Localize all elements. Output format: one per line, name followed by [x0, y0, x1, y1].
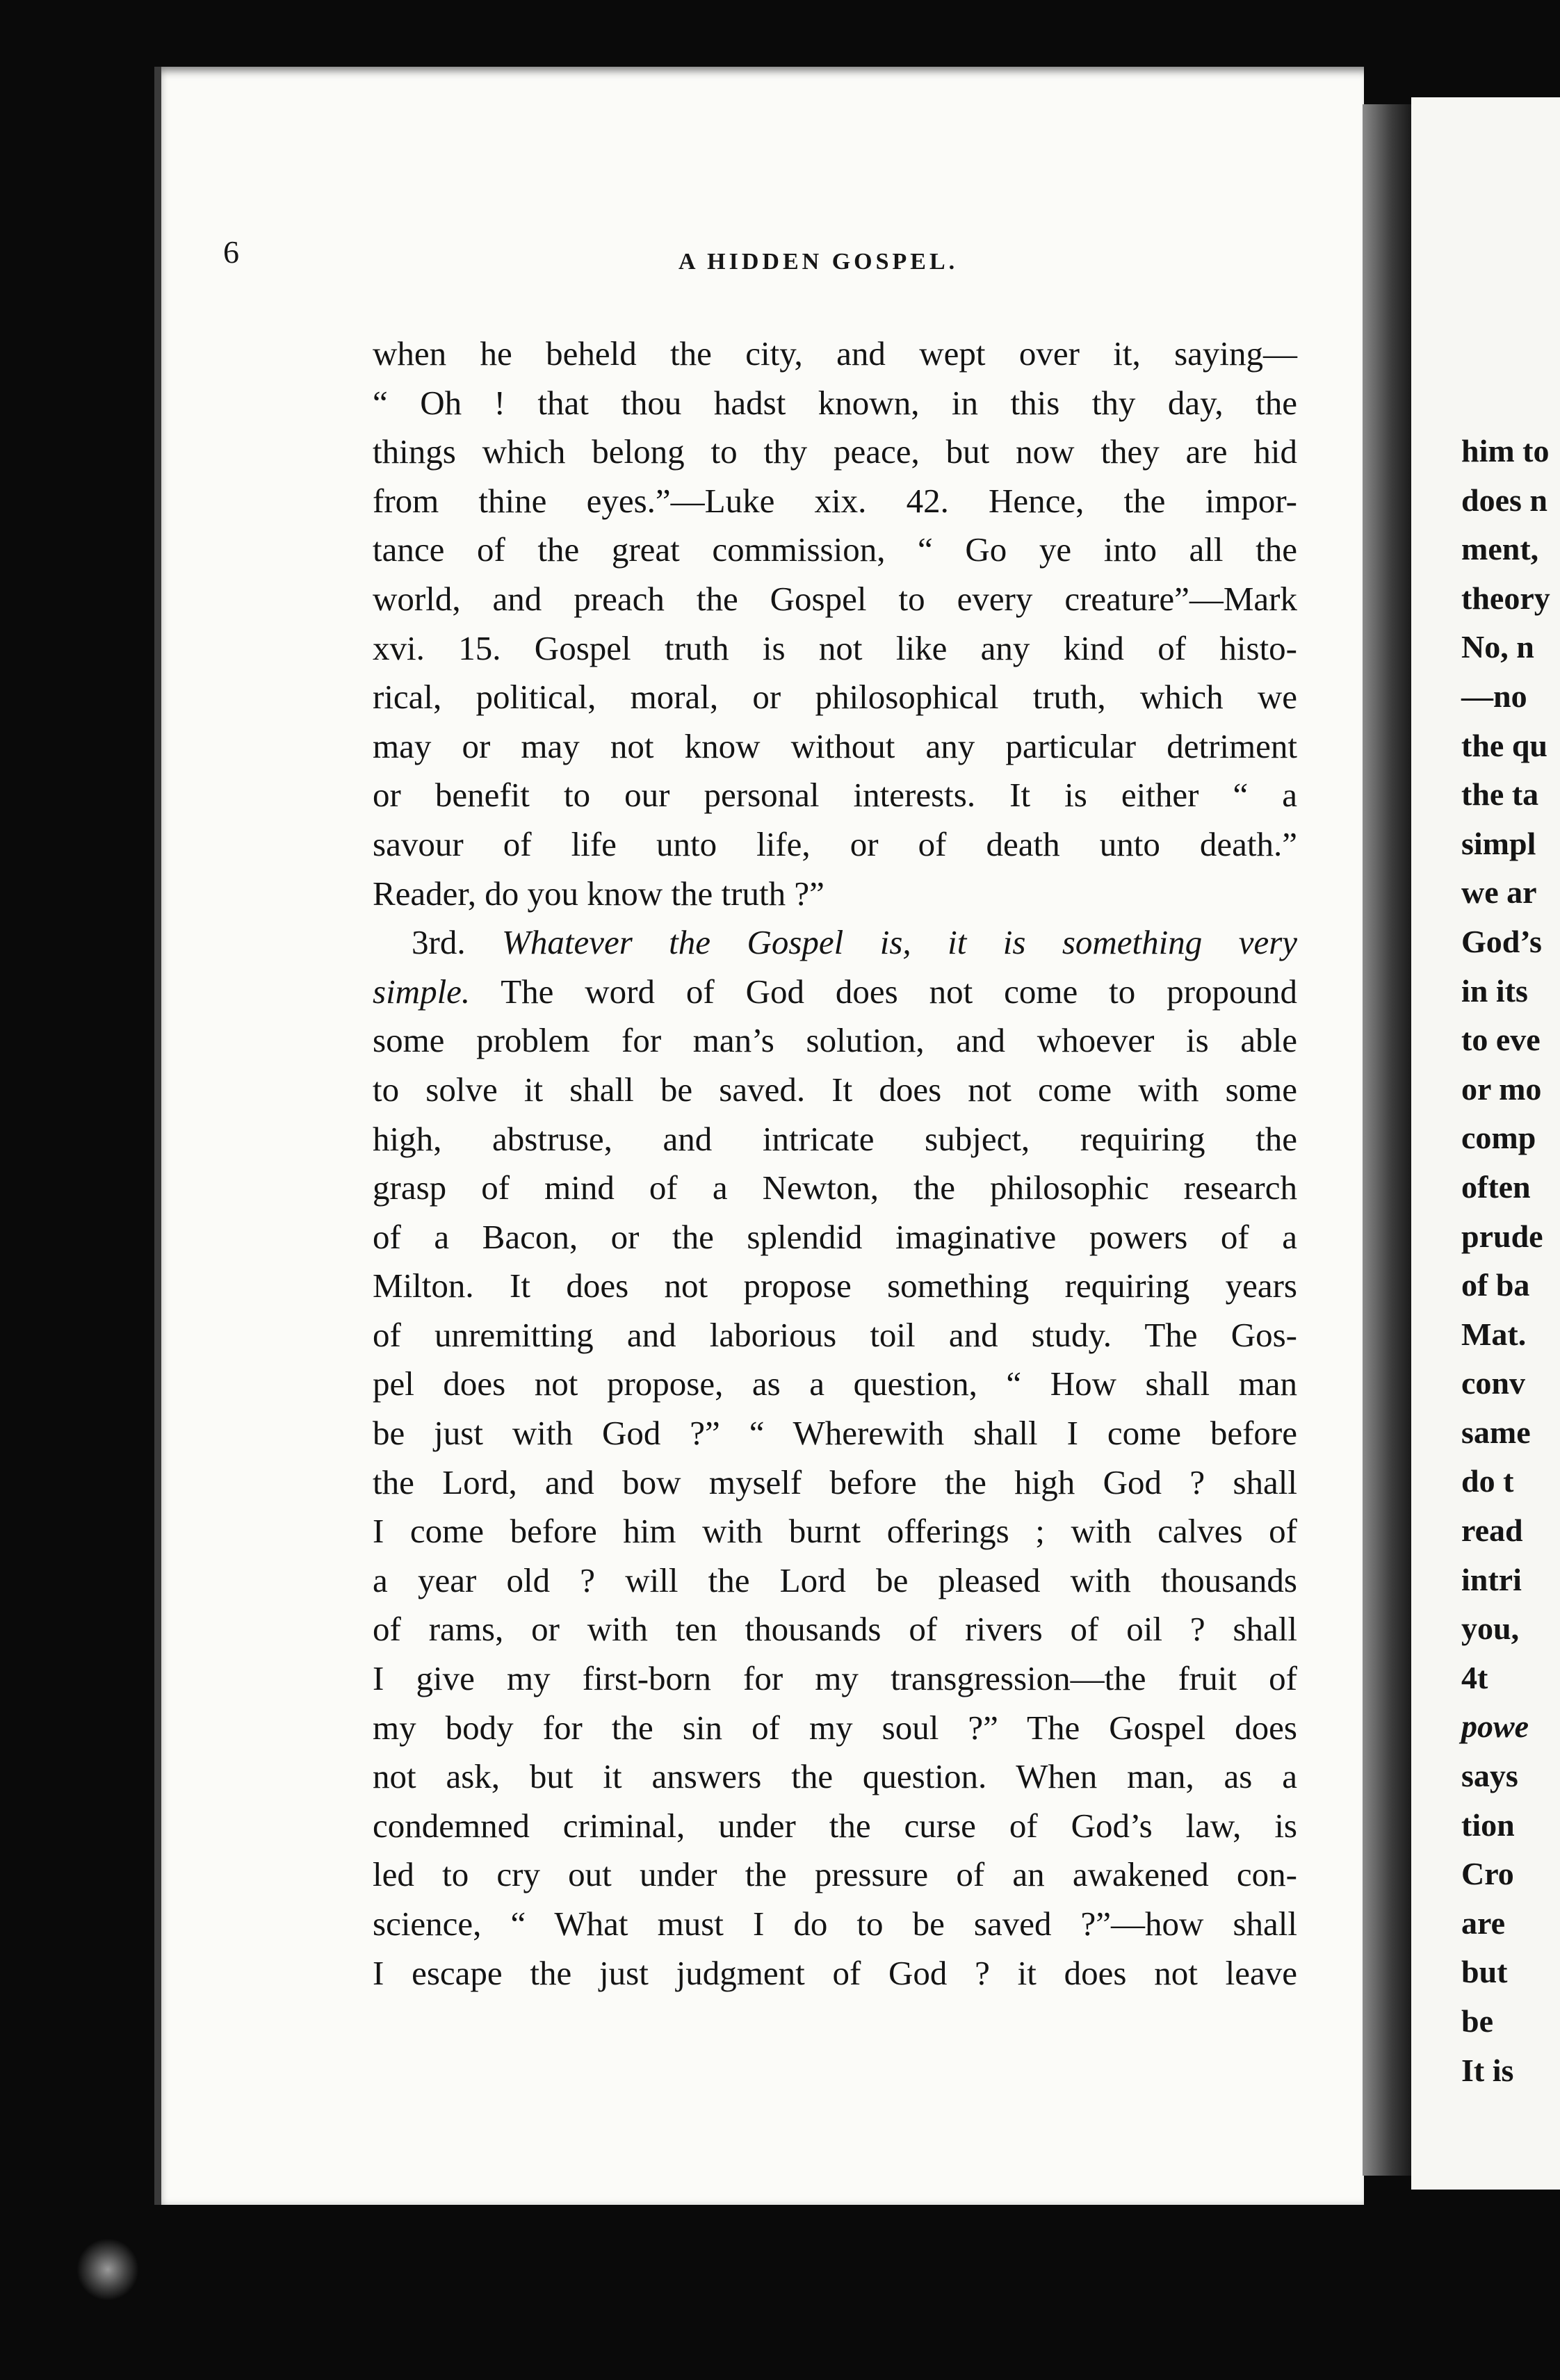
text-line: some problem for man’s solution, and whoever is able	[373, 1021, 1297, 1060]
facing-line: same	[1461, 1414, 1531, 1450]
text-line: to solve it shall be saved. It does not come with some	[373, 1070, 1297, 1109]
text-line: led to cry out under the pressure of an awakened con-	[373, 1855, 1297, 1894]
text-line: xvi. 15. Gospel truth is not like any kind of histo-	[373, 628, 1297, 667]
facing-line: we ar	[1461, 874, 1537, 911]
facing-line: ment,	[1461, 531, 1539, 567]
text-line: my body for the sin of my soul ?” The Gospel does	[373, 1708, 1297, 1747]
section-heading-part-2: simple.	[373, 972, 471, 1011]
text-line: science, “ What must I do to be saved ?”—how shall	[373, 1905, 1297, 1943]
text-line: I escape the just judgment of God ? it does not leave	[373, 1953, 1297, 1992]
text-line: a year old ? will the Lord be pleased with thousands	[373, 1560, 1297, 1599]
text-line: of rams, or with ten thousands of rivers of oil ? shall	[373, 1610, 1297, 1649]
facing-line: theory	[1461, 580, 1550, 616]
facing-line: you,	[1461, 1611, 1520, 1647]
text-line: when he beheld the city, and wept over it, saying—	[373, 334, 1297, 373]
section-first-line-text: The word of God does not come to propound	[501, 972, 1298, 1011]
facing-line: do t	[1461, 1463, 1514, 1499]
facing-line: Mat.	[1461, 1316, 1527, 1352]
facing-line: 4t	[1461, 1659, 1488, 1695]
text-line: of a Bacon, or the splendid imaginative powers of a	[373, 1217, 1297, 1256]
text-line: condemned criminal, under the curse of God’s law, is	[373, 1806, 1297, 1845]
text-line: be just with God ?” “ Wherewith shall I come before	[373, 1414, 1297, 1453]
facing-line: No, n	[1461, 629, 1534, 665]
facing-line: but	[1461, 1954, 1508, 1990]
facing-line: —no	[1461, 678, 1527, 714]
facing-line: in its	[1461, 972, 1528, 1009]
text-line: savour of life unto life, or of death unto death.”	[373, 824, 1297, 863]
text-line: pel does not propose, as a question, “ How shall man	[373, 1364, 1297, 1403]
facing-line: are	[1461, 1905, 1506, 1941]
text-line: or benefit to our personal interests. It is either “ a	[373, 776, 1297, 815]
text-line: world, and preach the Gospel to every creature”—Mark	[373, 579, 1297, 618]
facing-line: does n	[1461, 482, 1547, 518]
facing-line: prude	[1461, 1218, 1543, 1254]
facing-line: to eve	[1461, 1022, 1541, 1058]
text-line: Milton. It does not propose something requiring years	[373, 1266, 1297, 1305]
facing-line: read	[1461, 1513, 1523, 1549]
body-text	[373, 329, 1297, 1998]
facing-line: Cro	[1461, 1856, 1514, 1892]
section-heading-line	[373, 918, 1297, 968]
text-line: not ask, but it answers the question. When man, as a	[373, 1757, 1297, 1796]
section-number: 3rd.	[412, 923, 466, 962]
facing-line: says	[1461, 1758, 1518, 1794]
text-line: from thine eyes.”—Luke xix. 42. Hence, the impor-	[373, 481, 1297, 520]
section-heading-part-1: Whatever the Gospel is, it is something very	[502, 923, 1298, 962]
facing-line: of ba	[1461, 1267, 1530, 1303]
facing-line: conv	[1461, 1365, 1525, 1401]
facing-line: the qu	[1461, 727, 1547, 763]
facing-line: often	[1461, 1168, 1531, 1205]
facing-line: tion	[1461, 1807, 1515, 1843]
text-line: I give my first-born for my transgression—the fruit of	[373, 1659, 1297, 1698]
text-line: may or may not know without any particular detriment	[373, 726, 1297, 765]
facing-line: It is	[1461, 2052, 1514, 2088]
facing-line: comp	[1461, 1120, 1536, 1156]
text-line: rical, political, moral, or philosophical truth, which we	[373, 678, 1297, 717]
facing-line: intri	[1461, 1561, 1522, 1597]
text-line: things which belong to thy peace, but now they are hid	[373, 432, 1297, 471]
facing-line: powe	[1461, 1709, 1529, 1745]
scan-artifact	[76, 2238, 139, 2301]
facing-page	[1411, 97, 1560, 2190]
running-title: A HIDDEN GOSPEL.	[679, 249, 959, 275]
text-line: grasp of mind of a Newton, the philosophic research	[373, 1168, 1297, 1207]
facing-line: simpl	[1461, 825, 1536, 861]
facing-line: him to	[1461, 433, 1550, 468]
text-line: high, abstruse, and intricate subject, requiring the	[373, 1119, 1297, 1158]
book-spine-shadow	[1363, 104, 1411, 2176]
page-number: 6	[223, 234, 239, 270]
facing-line: God’s	[1461, 923, 1542, 959]
text-line: of unremitting and laborious toil and study. The Gos-	[373, 1315, 1297, 1354]
text-line: “ Oh ! that thou hadst known, in this thy day, the	[373, 383, 1297, 422]
facing-page-text	[1461, 427, 1560, 2095]
page-edge-shadow	[154, 67, 161, 2205]
text-line: I come before him with burnt offerings ; with calves of	[373, 1512, 1297, 1551]
text-line: the Lord, and bow myself before the high God ? shall	[373, 1462, 1297, 1501]
text-line: tance of the great commission, “ Go ye into all the	[373, 530, 1297, 569]
section-heading-line-2	[373, 968, 1297, 1017]
facing-line: be	[1461, 2003, 1493, 2039]
text-line: Reader, do you know the truth ?”	[373, 874, 824, 913]
facing-line: or mo	[1461, 1070, 1542, 1107]
facing-line: the ta	[1461, 776, 1539, 813]
